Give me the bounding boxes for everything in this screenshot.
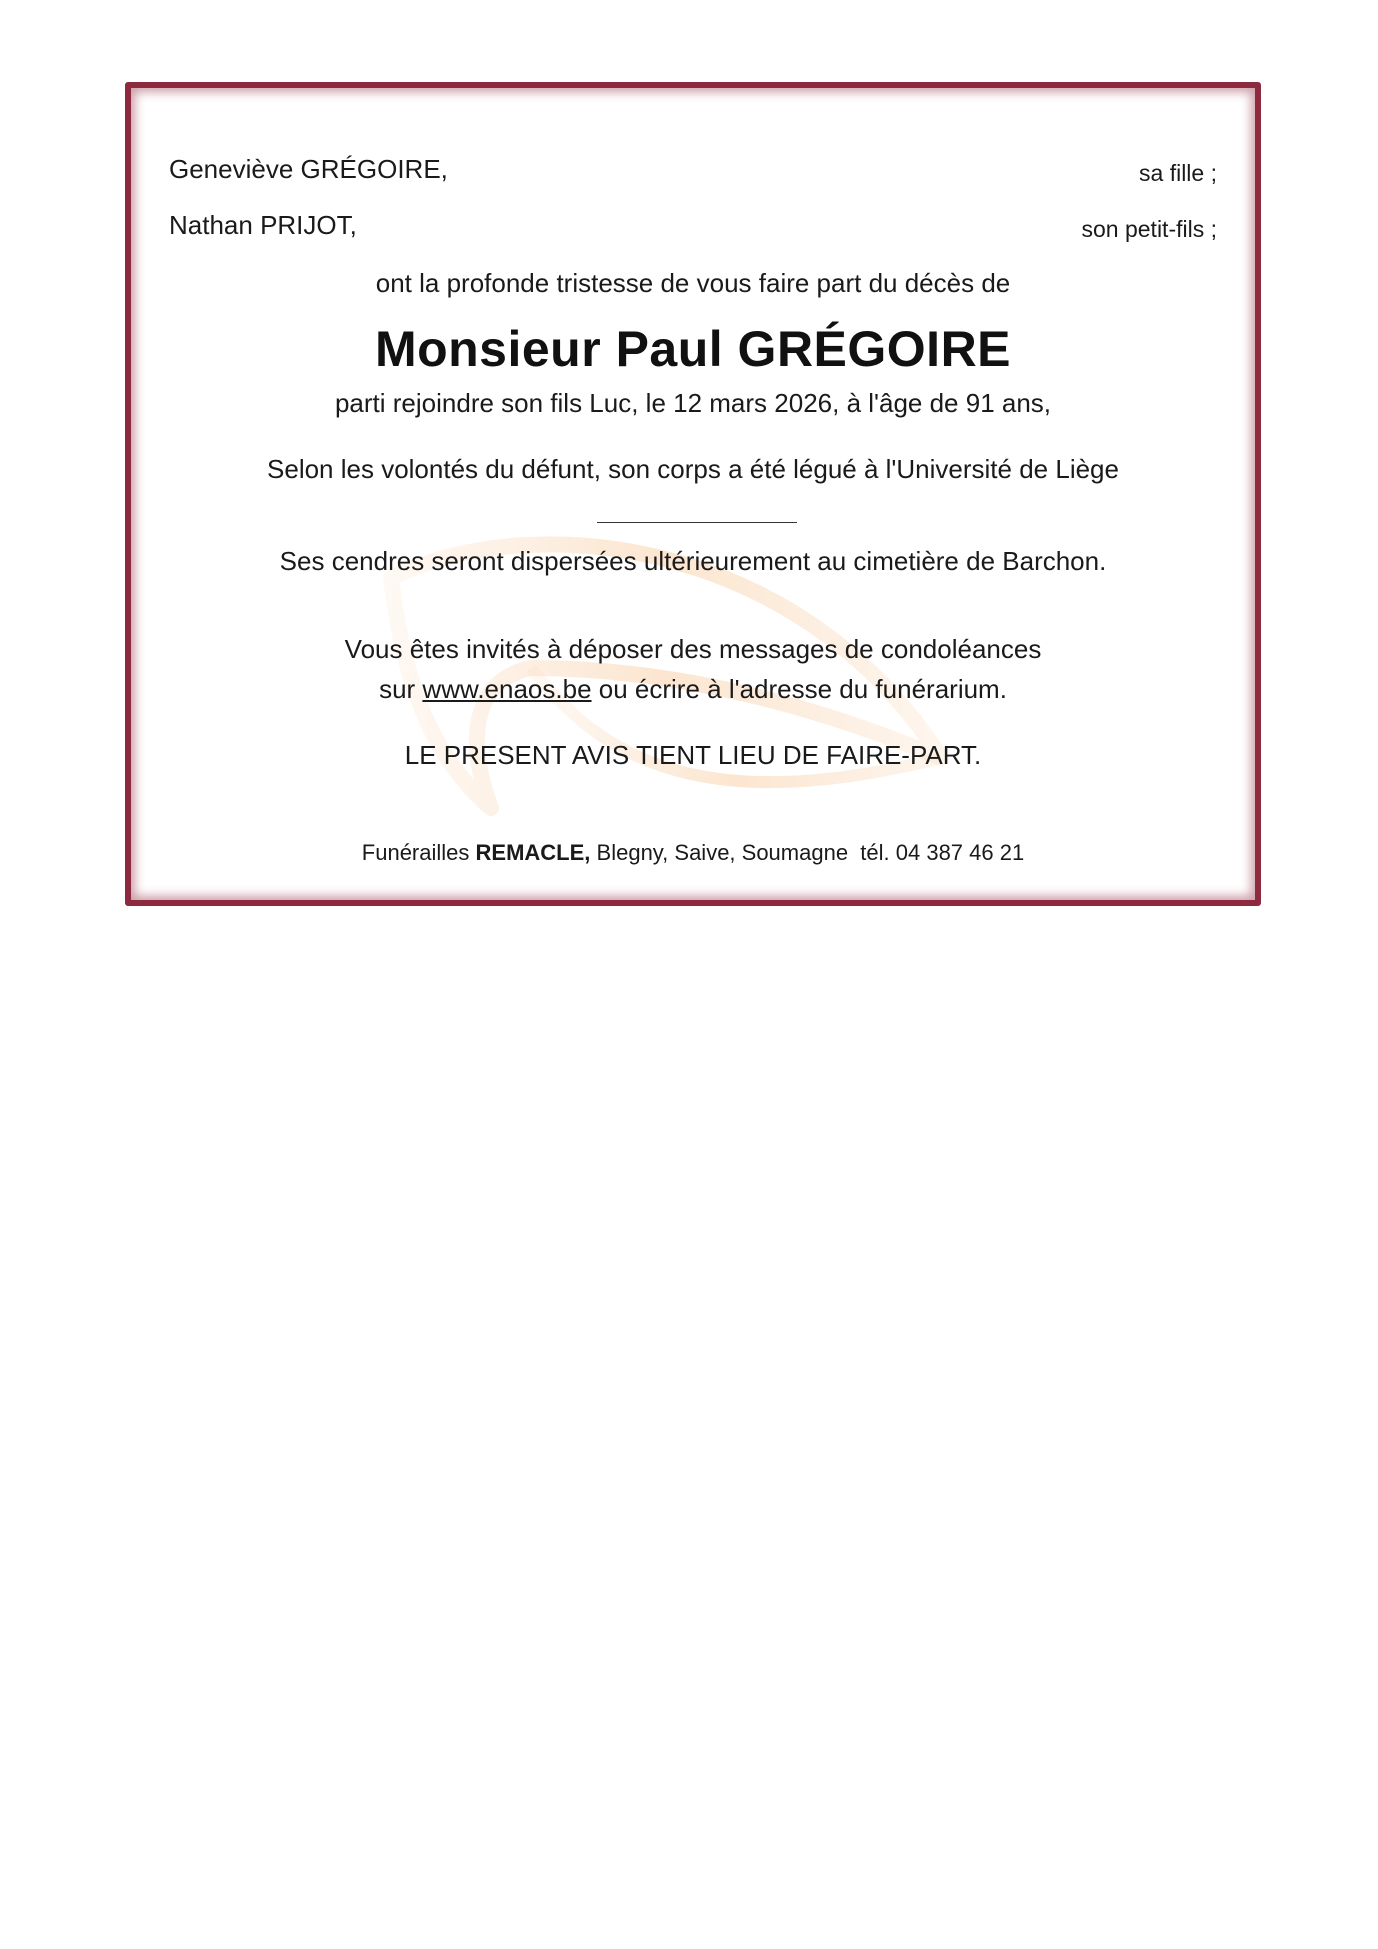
footer: [131, 840, 1255, 866]
footer-phone: tél. 04 387 46 21: [860, 840, 1025, 865]
departed-text: parti rejoindre son fils Luc, le 12 mars 2026, à l'âge de 91 ans,: [334, 388, 1052, 418]
footer-locations: Blegny, Saive, Soumagne: [596, 840, 849, 865]
condolences-line-2: [131, 674, 1255, 705]
condolences-link[interactable]: www.enaos.be: [422, 674, 592, 704]
footer-prefix: Funérailles: [361, 840, 470, 865]
notice-text: LE PRESENT AVIS TIENT LIEU DE FAIRE-PART.: [404, 740, 982, 770]
ashes-text: Ses cendres seront dispersées ultérieurement au cimetière de Barchon.: [279, 546, 1107, 576]
wishes-text: Selon les volontés du défunt, son corps a été légué à l'Université de Liège: [267, 454, 1119, 484]
condolences-suffix: ou écrire à l'adresse du funérarium.: [598, 674, 1007, 704]
family-member-name: Nathan PRIJOT,: [169, 210, 357, 240]
obituary-card: [125, 82, 1261, 906]
family-member-relation: sa fille ;: [1139, 160, 1217, 186]
footer-company: REMACLE,: [475, 840, 591, 865]
separator-line: [597, 522, 797, 523]
family-member-name: Geneviève GRÉGOIRE,: [169, 154, 448, 184]
deceased-name: Monsieur Paul GRÉGOIRE: [374, 321, 1012, 377]
condolences-line-1: Vous êtes invités à déposer des messages de condoléances: [344, 634, 1042, 664]
family-member-relation: son petit-fils ;: [1081, 216, 1217, 242]
card-inner: [131, 88, 1255, 900]
intro-text: ont la profonde tristesse de vous faire part du décès de: [375, 268, 1011, 298]
condolences-prefix: sur: [379, 674, 416, 704]
